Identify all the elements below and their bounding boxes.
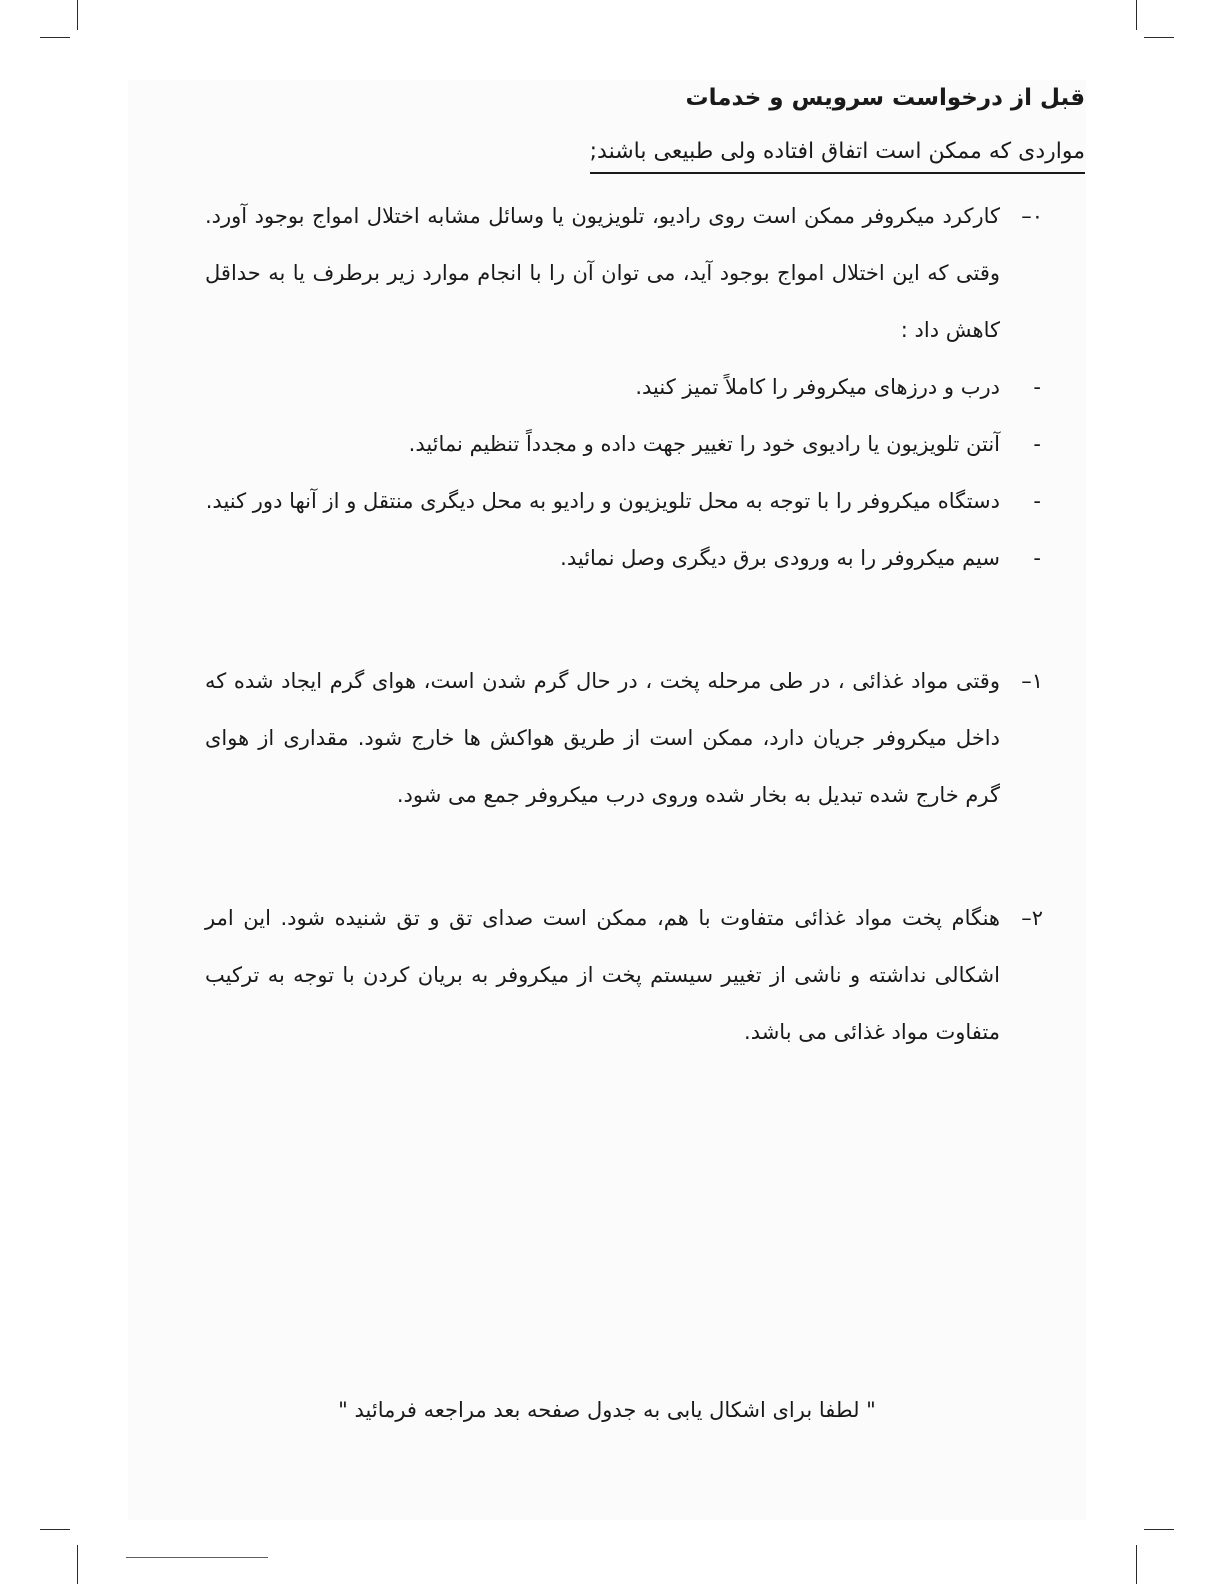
- bullet-text: درب و درزهای میکروفر را کاملاً تمیز کنید.: [635, 375, 1000, 399]
- section-text: کارکرد میکروفر ممکن است روی رادیو، تلویزیون یا وسائل مشابه اختلال امواج بوجود آورد. وقتی که این اختلال امواج بوجود آید، می توان آن را با انجام موارد زیر برطرف یا به حداقل کاهش داد :: [205, 204, 1000, 342]
- crop-mark-bottom-right-vertical: [1136, 1545, 1137, 1584]
- page-subtitle: مواردی که ممکن است اتفاق افتاده ولی طبیعی باشند;: [590, 132, 1085, 174]
- section-0: [205, 188, 1085, 359]
- section-number: ۲–: [1021, 906, 1043, 930]
- section-0-bullet-list: [205, 359, 1085, 587]
- list-item: [205, 359, 1085, 416]
- section-2: [205, 890, 1085, 1061]
- footnote-separator: [126, 1557, 268, 1558]
- list-item: [205, 530, 1085, 587]
- section-text: وقتی مواد غذائی ، در طی مرحله پخت ، در حال گرم شدن است، هوای گرم ایجاد شده که داخل میکروفر جریان دارد، ممکن است از طریق هواکش ها خارج شود. مقداری از هوای گرم خارج شده تبدیل به بخار شده وروی درب میکروفر جمع می شود.: [205, 669, 1000, 807]
- crop-mark-bottom-left-vertical: [77, 1545, 78, 1584]
- crop-mark-top-left-vertical: [77, 0, 78, 30]
- list-item: [205, 473, 1085, 530]
- footer-note: " لطفا برای اشکال یابی به جدول صفحه بعد مراجعه فرمائید ": [338, 1398, 876, 1422]
- bullet-text: سیم میکروفر را به ورودی برق دیگری وصل نمائید.: [560, 546, 1000, 570]
- bullet-text: دستگاه میکروفر را با توجه به محل تلویزیون و رادیو به محل دیگری منتقل و از آنها دور کنید.: [205, 489, 1000, 513]
- bullet-dash: -: [1033, 489, 1041, 513]
- crop-mark-top-right-vertical: [1136, 0, 1137, 30]
- crop-mark-top-right-horizontal: [1144, 37, 1174, 38]
- crop-mark-top-left-horizontal: [40, 37, 70, 38]
- page-title: قبل از درخواست سرویس و خدمات: [685, 85, 1085, 111]
- crop-mark-bottom-left-horizontal: [40, 1529, 70, 1530]
- bullet-dash: -: [1033, 375, 1041, 399]
- document-body: [205, 78, 1085, 1061]
- bullet-dash: -: [1033, 546, 1041, 570]
- section-text: هنگام پخت مواد غذائی متفاوت با هم، ممکن است صدای تق و تق شنیده شود. این امر اشکالی نداشته و ناشی از تغییر سیستم پخت از میکروفر به بریان کردن با توجه به ترکیب متفاوت مواد غذائی می باشد.: [205, 906, 1000, 1044]
- section-1: [205, 653, 1085, 824]
- spacer: [205, 587, 1085, 639]
- spacer: [205, 824, 1085, 876]
- section-number: ۱–: [1021, 669, 1043, 693]
- list-item: [205, 416, 1085, 473]
- bullet-text: آنتن تلویزیون یا رادیوی خود را تغییر جهت داده و مجدداً تنظیم نمائید.: [408, 432, 1000, 456]
- bullet-dash: -: [1033, 432, 1041, 456]
- section-number: ۰–: [1021, 204, 1043, 228]
- crop-mark-bottom-right-horizontal: [1144, 1529, 1174, 1530]
- subtitle-row: [205, 118, 1085, 174]
